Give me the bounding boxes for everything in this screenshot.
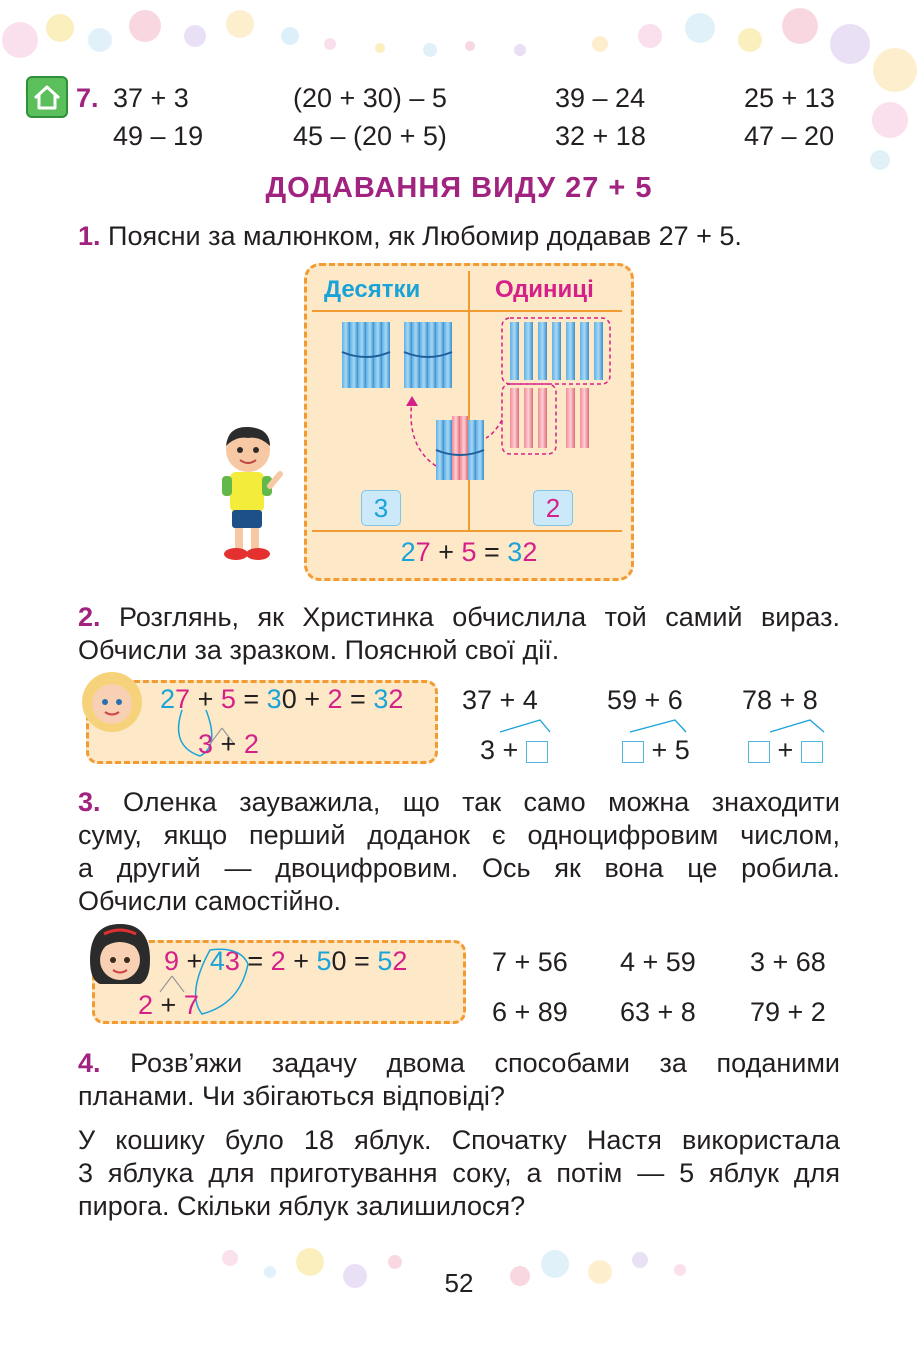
- task-3-line-1: [78, 786, 840, 819]
- task-2-text-1: Розглянь, як Христинка обчислила той самий вираз.: [119, 602, 840, 632]
- ex2-split-right: + 5: [651, 735, 690, 765]
- task-2-split-lines: [490, 712, 850, 736]
- sample2-r2: 2: [388, 684, 404, 714]
- ex7-r1-c2: (20 + 30) – 5: [293, 83, 447, 113]
- task-4-line-2: планами. Чи збігаються відповіді?: [78, 1081, 505, 1111]
- task-3-number: 3.: [78, 787, 101, 817]
- sample3-r2: 2: [392, 946, 408, 976]
- task-2-ex-2: 59 + 6: [607, 685, 683, 715]
- ex1-split-left: 3 +: [480, 735, 519, 765]
- eq-result-ones: 2: [522, 537, 538, 567]
- task-3-text-1: Оленка зауважила, що так само можна знаходити: [123, 787, 840, 817]
- ex7-r2-c1: 49 – 19: [113, 121, 204, 151]
- sample2-eq-1: =: [235, 684, 267, 714]
- sample2-c: 2: [327, 684, 343, 714]
- task-3-r2-c2: 63 + 8: [620, 997, 696, 1027]
- ex3-split-plus: +: [777, 735, 794, 765]
- problem-line-3: пирога. Скільки яблук залишилося?: [78, 1191, 526, 1221]
- problem-line-1: У кошику було 18 яблук. Спочатку Настя використала: [78, 1125, 840, 1155]
- task-3-r1-c1: 7 + 56: [492, 947, 568, 977]
- sample3-split-1: 2: [138, 990, 154, 1020]
- ex7-r1-c1: 37 + 3: [113, 83, 189, 113]
- task-3-r1-c3: 3 + 68: [750, 947, 826, 977]
- task-2-ex-3-split: [748, 735, 823, 766]
- ones-header: Одиниці: [495, 276, 594, 303]
- home-icon[interactable]: [26, 76, 68, 118]
- ex7-r1-c3: 39 – 24: [555, 83, 646, 113]
- task-2-ex-1: 37 + 4: [462, 685, 538, 715]
- sample3-c: 2: [270, 946, 286, 976]
- ex7-r1-c4: 25 + 13: [744, 83, 835, 113]
- task-2-sample-split: [198, 729, 259, 760]
- sample2-plus-1: +: [190, 684, 221, 714]
- tens-bundle-2: [404, 322, 452, 388]
- task-3-sample-split: [138, 990, 199, 1021]
- sample3-split-plus: +: [153, 990, 184, 1020]
- sample3-r1: 5: [377, 946, 393, 976]
- task-2-line-2: Обчисли за зразком. Пояснюй свої дії.: [78, 635, 560, 665]
- answer-box[interactable]: [622, 741, 644, 763]
- sample2-split-plus: +: [213, 729, 244, 759]
- eq-equals: =: [476, 537, 508, 567]
- sample2-s1: 3: [266, 684, 282, 714]
- eq-plus: +: [430, 537, 462, 567]
- sample3-plus-1: +: [179, 946, 210, 976]
- task-1-equation: [304, 537, 634, 568]
- task-3-r2-c3: 79 + 2: [750, 997, 826, 1027]
- sample2-eq-2: =: [342, 684, 374, 714]
- girl-avatar-khrystynka: [76, 670, 148, 734]
- sample3-eq-1: =: [239, 946, 271, 976]
- sample2-split-2: 2: [243, 729, 259, 759]
- ones-digit-box: 2: [533, 490, 573, 526]
- sample3-eq-2: =: [346, 946, 378, 976]
- sticks-illustration: [336, 316, 636, 496]
- ex7-r2-c4: 47 – 20: [744, 121, 835, 151]
- sample3-b1: 4: [209, 946, 225, 976]
- sample2-b: 5: [220, 684, 236, 714]
- task-2-line-1: [78, 601, 840, 634]
- eq-ones-digit: 7: [415, 537, 431, 567]
- task-1-text: Поясни за малюнком, як Любомир додавав 27 + 5.: [108, 221, 742, 251]
- problem-line-2: 3 яблука для приготування соку, а потім — 5 яблук для: [78, 1158, 840, 1188]
- exercise-7-number: 7.: [76, 83, 99, 113]
- task-4-line-1: [78, 1047, 840, 1080]
- page-number: 52: [444, 1268, 474, 1298]
- task-3-line-2: суму, якщо перший доданок є одноцифровим числом,: [78, 820, 840, 850]
- sample2-t1: 2: [160, 684, 176, 714]
- eq-tens-digit: 2: [400, 537, 416, 567]
- boy-illustration: [212, 424, 292, 564]
- task-4-number: 4.: [78, 1048, 101, 1078]
- sample3-plus-2: +: [285, 946, 317, 976]
- task-1-heading: [78, 220, 742, 253]
- sample3-d2: 0: [331, 946, 347, 976]
- sample2-plus-2: +: [296, 684, 328, 714]
- answer-box[interactable]: [748, 741, 770, 763]
- task-2-ex-3: 78 + 8: [742, 685, 818, 715]
- answer-box[interactable]: [801, 741, 823, 763]
- page-title: ДОДАВАННЯ ВИДУ 27 + 5: [265, 172, 653, 204]
- tens-digit-box: 3: [361, 490, 401, 526]
- task-3-r1-c2: 4 + 59: [620, 947, 696, 977]
- sample3-b2: 3: [224, 946, 240, 976]
- task-3-r2-c1: 6 + 89: [492, 997, 568, 1027]
- tens-bundle-1: [342, 322, 390, 388]
- sample3-d1: 5: [316, 946, 332, 976]
- sample2-s2: 0: [281, 684, 297, 714]
- task-3-line-4: Обчисли самостійно.: [78, 886, 342, 916]
- task-2-number: 2.: [78, 602, 101, 632]
- eq-result-tens: 3: [507, 537, 523, 567]
- sample3-a: 9: [164, 946, 180, 976]
- sample2-t2: 7: [175, 684, 191, 714]
- task-1-number: 1.: [78, 221, 101, 251]
- task-3-line-3: а другий — двоцифровим. Ось як вона це робила.: [78, 853, 840, 883]
- tens-header: Десятки: [324, 276, 421, 303]
- ex7-r2-c3: 32 + 18: [555, 121, 646, 151]
- answer-box[interactable]: [526, 741, 548, 763]
- sample3-split-2: 7: [183, 990, 199, 1020]
- sample2-split-1: 3: [198, 729, 214, 759]
- ex7-r2-c2: 45 – (20 + 5): [293, 121, 447, 151]
- eq-addend: 5: [461, 537, 477, 567]
- task-4-text-1: Розв’яжи задачу двома способами за поданими: [130, 1048, 840, 1078]
- task-2-ex-1-split: [480, 735, 548, 766]
- sample2-r1: 3: [373, 684, 389, 714]
- task-2-ex-2-split: [622, 735, 690, 766]
